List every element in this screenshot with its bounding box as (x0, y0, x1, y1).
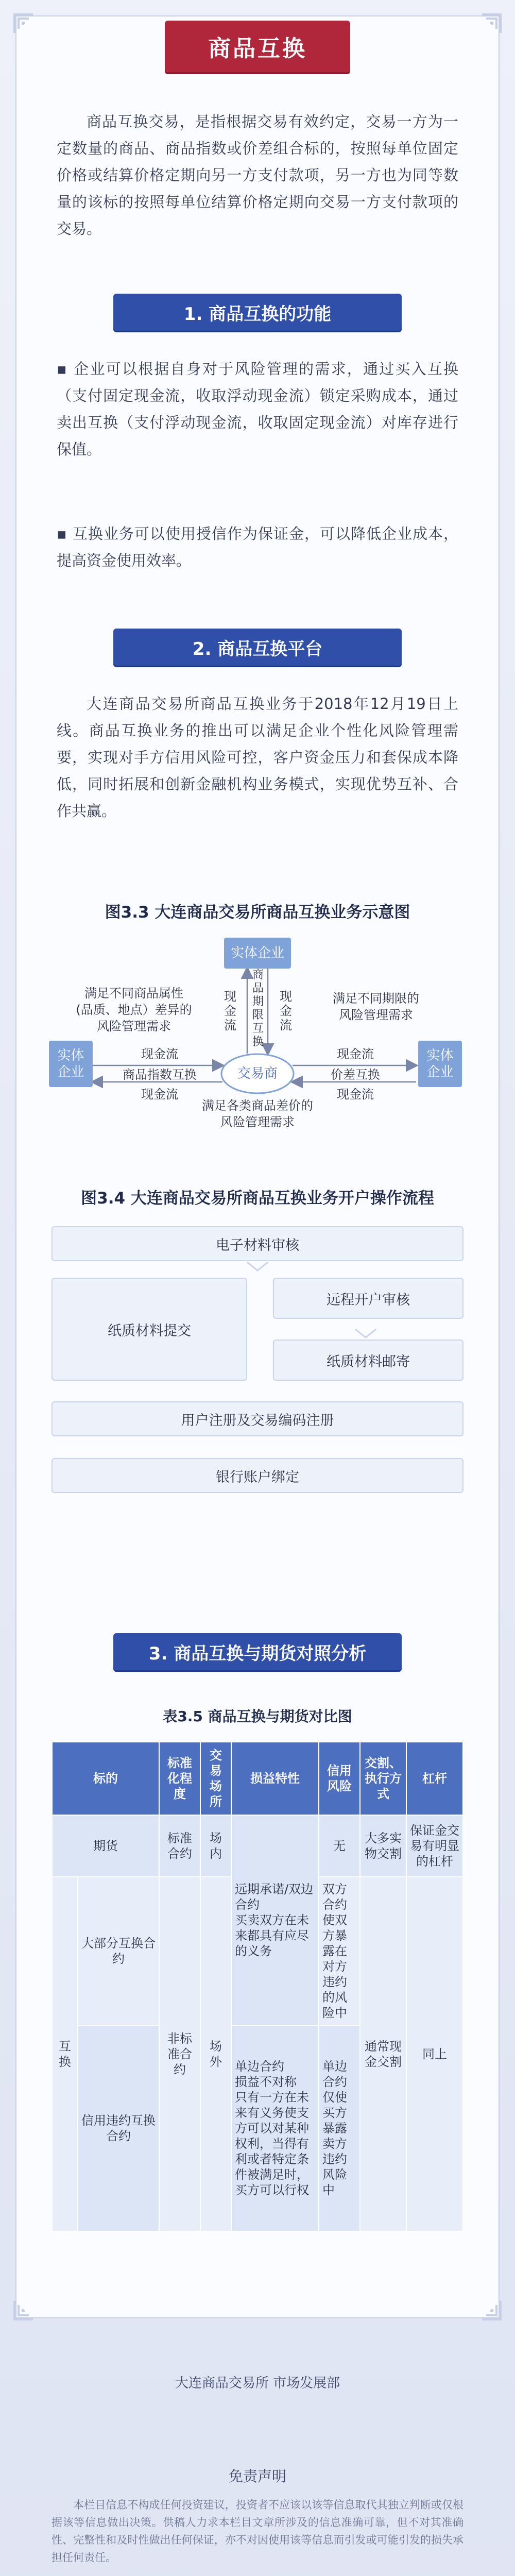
cell-leverage: 保证金交易有明显的杠杆 (406, 1815, 463, 1877)
table-header: 标准化程度 (159, 1742, 200, 1815)
flow-step-registration: 用户注册及交易编码注册 (52, 1401, 464, 1436)
flow-step-e-review: 电子材料审核 (52, 1226, 464, 1261)
corner-ornament-icon (12, 2291, 43, 2321)
footer-organization: 大连商品交易所 市场发展部 (175, 2376, 340, 2391)
label-cashflow: 现金流 (141, 1087, 178, 1101)
page-title: 商品互换 (165, 21, 350, 72)
table-title: 表3.5 商品互换与期货对比图 (163, 1708, 352, 1725)
table-header: 标的 (52, 1742, 159, 1815)
entity-node-top: 实体企业 (224, 938, 291, 969)
corner-ornament-icon (12, 12, 43, 43)
cell-swap-sub: 信用违约互换合约 (78, 2025, 159, 2231)
cell-pnl: 远期承诺/双边合约 买卖双方在未来都具有应尽的义务 (231, 1815, 319, 2025)
table-header: 杠杆 (406, 1742, 463, 1815)
entity-node-right: 实体 企业 (418, 1041, 462, 1087)
label-cashflow: 现金流 (337, 1087, 374, 1101)
flow-step-paper-submit: 纸质材料提交 (52, 1278, 247, 1381)
label-term-swap: 商 品 期 限 互 换 (252, 969, 264, 1048)
cell-std: 非标准合约 (159, 1877, 200, 2231)
cell-delivery: 大多实物交割 (360, 1815, 406, 1877)
platform-paragraph: 大连商品交易所商品互换业务于2018年12月19日上线。商品互换业务的推出可以满足企业个性化风险管理需要，实现对手方信用风险可控，客户资金压力和套保成本降低，同时拓展和创新金融机构业务模式，实现优势互补、合作共赢。 (57, 695, 458, 820)
disclaimer-text: 本栏目信息不构成任何投资建议，投资者不应该以该等信息取代其独立判断或仅根据该等信息做出决策。供稿人力求本栏目文章所涉及的信息准确可靠，但不对其准确性、完整性和及时性做出任何保证，亦不对因使用该等信息而引发或可能引发的损失承担任何责任。 (52, 2499, 464, 2564)
label-term-need: 满足不同期限的 风险管理需求 (333, 991, 419, 1022)
flow-step-remote-review: 远程开户审核 (273, 1278, 464, 1319)
function-item: ▪ 互换业务可以使用授信作为保证金，可以降低企业成本，提高资金使用效率。 (57, 525, 458, 569)
cell-credit: 单边合约仅使买方暴露卖方违约风险中 (319, 2025, 360, 2231)
disclaimer-title: 免责声明 (228, 2468, 286, 2485)
cell-credit: 双方合约使双方暴露在对方违约的风险中 (319, 1877, 360, 2025)
label-spread-need: 满足各类商品差价的 风险管理需求 (202, 1098, 313, 1129)
cell-venue: 场内 (200, 1815, 231, 1877)
flow-step-paper-mail: 纸质材料邮寄 (273, 1340, 464, 1381)
cell-swap-group: 互换 (52, 1877, 78, 2231)
label-cashflow: 现金流 (337, 1047, 374, 1061)
function-item: ▪ 企业可以根据自身对于风险管理的需求，通过买入互换（支付固定现金流，收取浮动现金流）锁定采购成本，通过卖出互换（支付浮动现金流，收取固定现金流）对库存进行保值。 (57, 360, 458, 458)
table-header: 损益特性 (231, 1742, 319, 1815)
cell-delivery: 通常现金交割 (360, 1877, 406, 2231)
label-cashflow: 现 金 流 (224, 989, 236, 1032)
cell-venue: 场外 (200, 1877, 231, 2231)
cell-credit: 无 (319, 1815, 360, 1877)
dealer-node: 交易商 (237, 1066, 278, 1081)
section-heading-functions: 1. 商品互换的功能 (113, 294, 402, 331)
comparison-table (52, 1741, 464, 2232)
section-heading-platform: 2. 商品互换平台 (113, 629, 402, 666)
label-cashflow: 现金流 (141, 1047, 178, 1061)
label-attribute-need: 满足不同商品属性 (品质、地点）差异的 风险管理需求 (76, 986, 192, 1033)
cell-swap-sub: 大部分互换合约 (78, 1877, 159, 2025)
table-header: 信用风险 (319, 1742, 360, 1815)
figure-title: 图3.4 大连商品交易所商品互换业务开户操作流程 (81, 1189, 434, 1208)
intro-paragraph: 商品互换交易，是指根据交易有效约定，交易一方为一定数量的商品、商品指数或价差组合标的，按照每单位固定价格或结算价格定期向另一方支付款项，另一方也为同等数量的该标的按照每单位结算价格定期向交易一方支付款项的交易。 (57, 113, 458, 238)
cell-pnl: 单边合约 损益不对称 只有一方在未来有义务使支方可以对某种权利，当得有利或者特定条件被满足时，买方可以行权 (231, 2025, 319, 2231)
corner-ornament-icon (472, 2291, 503, 2321)
corner-ornament-icon (472, 12, 503, 43)
label-cashflow: 现 金 流 (280, 989, 292, 1032)
cell-futures: 期货 (52, 1815, 159, 1877)
cell-std: 标准合约 (159, 1815, 200, 1877)
label-index-swap: 商品指数互换 (123, 1067, 197, 1082)
table-row (52, 1815, 463, 1877)
flow-step-bank-binding: 银行账户绑定 (52, 1458, 464, 1493)
cell-leverage: 同上 (406, 1877, 463, 2231)
label-spread-swap: 价差互换 (331, 1067, 380, 1082)
entity-node-left: 实体 企业 (49, 1041, 93, 1087)
figure-title: 图3.3 大连商品交易所商品互换业务示意图 (105, 903, 410, 922)
section-heading-comparison: 3. 商品互换与期货对照分析 (113, 1633, 402, 1670)
table-header: 交易场所 (200, 1742, 231, 1815)
table-header: 交割、执行方式 (360, 1742, 406, 1815)
